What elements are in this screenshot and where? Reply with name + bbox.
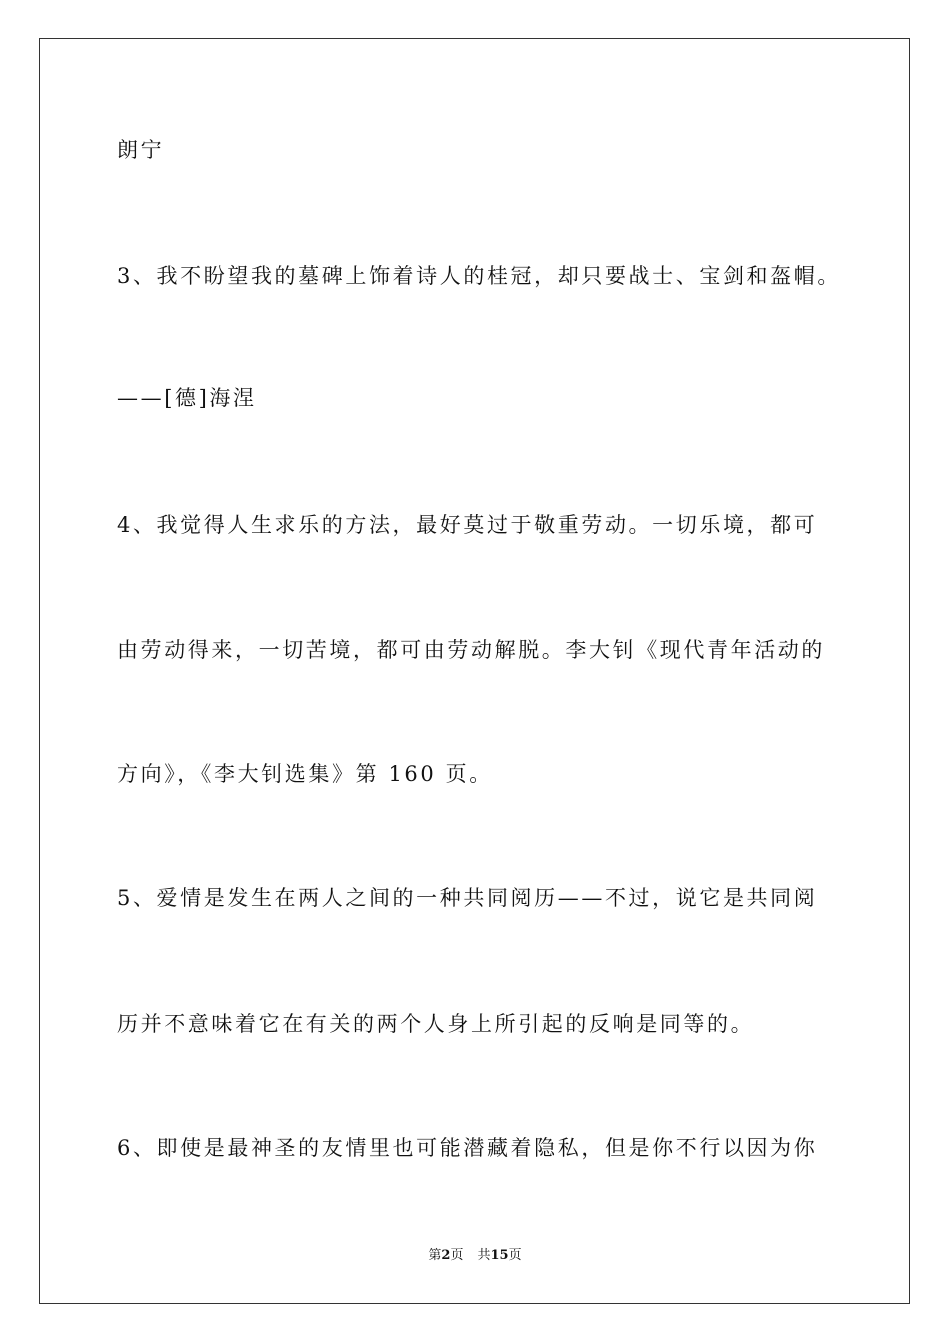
text-line-3: ——[德]海涅 <box>117 386 257 410</box>
text-line-9: 6、即使是最神圣的友情里也可能潜藏着隐私，但是你不行以因为你 <box>117 1136 818 1160</box>
text-line-8: 历并不意味着它在有关的两个人身上所引起的反响是同等的。 <box>117 1012 755 1036</box>
text-line-4: 4、我觉得人生求乐的方法，最好莫过于敬重劳动。一切乐境，都可 <box>117 513 818 537</box>
footer-total-suffix: 页 <box>508 1248 522 1263</box>
text-line-2: 3、我不盼望我的墓碑上饰着诗人的桂冠，却只要战士、宝剑和盔帽。 <box>117 264 841 288</box>
footer-total-pages: 15 <box>490 1248 509 1263</box>
footer-page-number: 2 <box>441 1248 451 1263</box>
footer-total-prefix: 共 <box>477 1248 491 1263</box>
footer-page-prefix: 第 <box>428 1248 442 1263</box>
footer-page-suffix: 页 <box>450 1248 464 1263</box>
text-line-5: 由劳动得来，一切苦境，都可由劳动解脱。李大钊《现代青年活动的 <box>117 638 825 662</box>
text-line-6: 方向》，《李大钊选集》第 160 页。 <box>117 762 493 786</box>
page-footer <box>0 1247 950 1265</box>
page-frame <box>39 38 910 1304</box>
text-line-1: 朗宁 <box>117 138 165 162</box>
text-line-7: 5、爱情是发生在两人之间的一种共同阅历——不过，说它是共同阅 <box>117 886 818 910</box>
